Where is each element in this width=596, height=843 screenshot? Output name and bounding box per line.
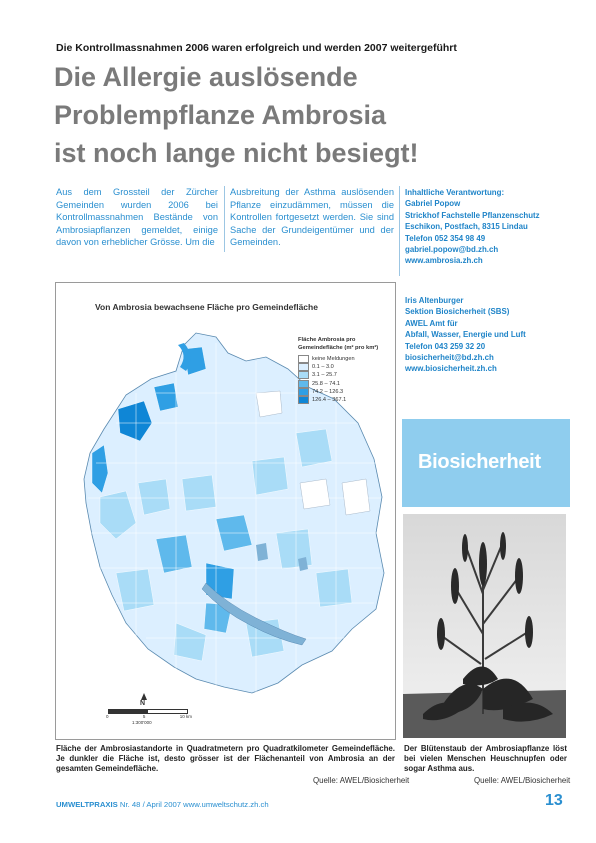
contact-phone: Telefon 043 259 32 20 [405, 341, 486, 351]
municipality-none [342, 479, 370, 515]
lake-greifensee [256, 543, 268, 561]
section-badge [402, 419, 570, 507]
legend-swatch [298, 396, 309, 404]
photo-source: Quelle: AWEL/Biosicherheit [474, 776, 571, 785]
contact-web-link[interactable]: www.ambrosia.zh.ch [405, 256, 483, 266]
legend-label: 3.1 – 25.7 [312, 372, 337, 379]
kicker: Die Kontrollmassnahmen 2006 waren erfolgreich und werden 2007 weitergeführt [56, 42, 457, 54]
legend-swatch [298, 363, 309, 371]
legend-label: 126.4 – 367.1 [312, 397, 347, 404]
municipality-low [182, 475, 216, 511]
headline-line-3: ist noch lange nicht besiegt! [54, 138, 419, 168]
scale-ratio: 1:300'000 [132, 720, 152, 725]
contact-office: AWEL Amt für [405, 318, 458, 328]
contact-name: Gabriel Popow [405, 199, 461, 209]
footer [56, 800, 269, 809]
contact-web-link[interactable]: www.biosicherheit.zh.ch [405, 364, 497, 374]
contact-office: Abfall, Wasser, Energie und Luft [405, 330, 526, 340]
footer-brand: UMWELTPRAXIS [56, 800, 118, 809]
legend-item [298, 380, 378, 388]
north-arrow-shape [141, 693, 147, 700]
north-arrow-icon [140, 693, 147, 707]
page-number: 13 [545, 792, 563, 809]
legend-title-line: Fläche Ambrosia pro [298, 337, 356, 343]
legend-label: 25.8 – 74.1 [312, 380, 340, 387]
legend-label: keine Meldungen [312, 356, 355, 363]
column-divider [224, 186, 225, 252]
legend-item [298, 363, 378, 371]
scale-label: 10 km [179, 714, 192, 719]
map-source: Quelle: AWEL/Biosicherheit [313, 776, 410, 785]
north-label: N [140, 700, 146, 707]
footer-web-link[interactable]: www.umweltschutz.zh.ch [183, 800, 269, 809]
contact-section: Sektion Biosicherheit (SBS) [405, 307, 510, 317]
legend-swatch [298, 380, 309, 388]
contact-email-link[interactable]: gabriel.popow@bd.zh.ch [405, 245, 499, 255]
headline [54, 58, 474, 172]
legend-item [298, 388, 378, 396]
legend-title [298, 337, 378, 352]
photo-caption: Der Blütenstaub der Ambrosiapflanze löst bei vielen Menschen Heuschnupfen oder sogar Asthma aus. [404, 744, 567, 774]
legend-item [298, 396, 378, 404]
contact-heading: Inhaltliche Verantwortung: [405, 188, 505, 197]
contact-block-2 [405, 295, 565, 375]
legend-swatch [298, 388, 309, 396]
ambrosia-plant-photo [403, 514, 566, 738]
legend-item [298, 355, 378, 363]
scale-labels [106, 714, 192, 719]
map-title: Von Ambrosia bewachsene Fläche pro Gemeindefläche [95, 302, 318, 312]
intro-column-2: Ausbreitung der Asthma auslösenden Pflanze einzudämmen, müssen die Kontrollen fortgesetzt werden. Sie sind Sache der Grundeigentümer und der Gemeinden. [230, 187, 394, 248]
municipality-none [300, 479, 330, 509]
headline-line-1: Die Allergie auslösende [54, 62, 358, 92]
legend-label: 0.1 – 3.0 [312, 364, 334, 371]
municipality-low [316, 569, 352, 607]
legend-title-line: Gemeindefläche (m² pro km²) [298, 344, 379, 351]
legend-swatch [298, 355, 309, 363]
contact-block-1 [405, 187, 565, 267]
municipality-low [138, 479, 170, 515]
legend-item [298, 371, 378, 379]
municipality-low [252, 457, 288, 495]
footer-issue: Nr. 48 / April 2007 [119, 800, 182, 809]
contact-name: Iris Altenburger [405, 296, 464, 305]
column-divider [399, 186, 400, 276]
contact-phone: Telefon 052 354 98 49 [405, 233, 486, 243]
contact-org: Strickhof Fachstelle Pflanzenschutz [405, 210, 540, 220]
municipality-low [296, 429, 332, 467]
municipality-none [256, 391, 282, 417]
map-caption: Fläche der Ambrosiastandorte in Quadratmetern pro Quadratkilometer Gemeindefläche. Je dunkler die Fläche ist, desto grösser ist der Flächenanteil von Ambrosia an der gesamten Gemeindefläche. [56, 744, 395, 774]
legend-label: 74.2 – 126.3 [312, 388, 344, 395]
scale-label: 0 [106, 714, 109, 719]
intro-column-1: Aus dem Grossteil der Zürcher Gemeinden wurden 2006 bei Kontrollmassnahmen Bestände von Ambrosiapflanzen gemeldet, einige davon von erheblicher Grösse. Um die [56, 187, 218, 248]
legend-swatch [298, 371, 309, 379]
ambrosia-map-figure [55, 282, 396, 740]
scale-label: 5 [142, 714, 146, 719]
section-badge-label: Biosicherheit [418, 451, 541, 473]
contact-address: Eschikon, Postfach, 8315 Lindau [405, 222, 528, 232]
map-legend [298, 337, 378, 404]
contact-email-link[interactable]: biosicherheit@bd.zh.ch [405, 353, 494, 363]
headline-line-2: Problempflanze Ambrosia [54, 100, 387, 130]
